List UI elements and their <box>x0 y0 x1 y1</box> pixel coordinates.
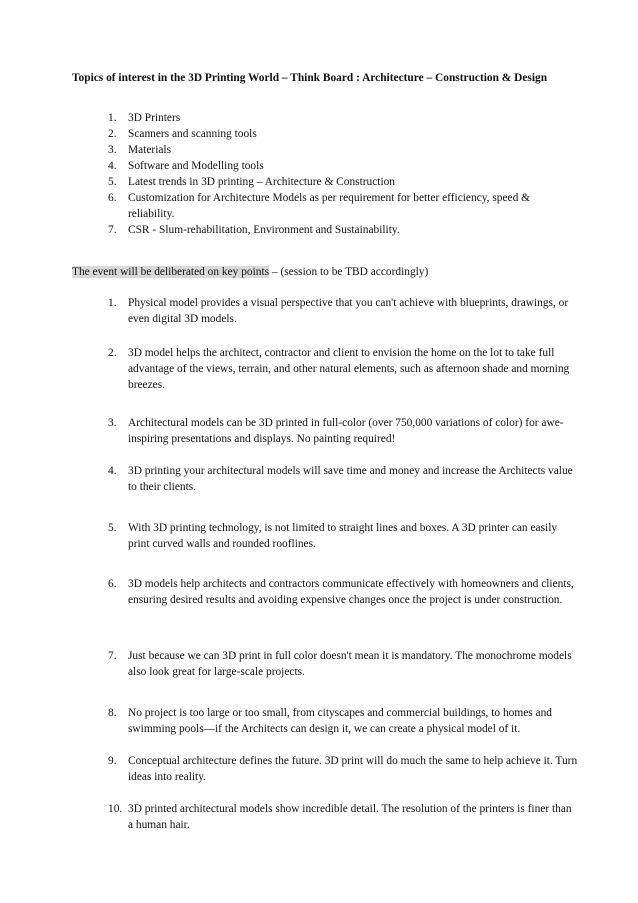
key-point-number: 10. <box>108 803 123 815</box>
topic-number: 6. <box>108 192 117 204</box>
key-point-item <box>108 753 578 785</box>
key-point-number: 7. <box>108 650 117 662</box>
topic-number: 7. <box>108 224 117 236</box>
key-point-text: Conceptual architecture defines the future. 3D print will do much the same to help achieve it. Turn ideas into reality. <box>128 755 578 783</box>
topic-item <box>72 158 578 174</box>
topic-text: CSR - Slum-rehabilitation, Environment and Sustainability. <box>128 224 400 236</box>
topic-text: Latest trends in 3D printing – Architecture & Construction <box>128 176 395 188</box>
key-point-number: 2. <box>108 347 117 359</box>
topic-text: Customization for Architecture Models as per requirement for better efficiency, speed & reliability. <box>128 192 531 220</box>
topic-item <box>72 174 578 190</box>
key-point-number: 3. <box>108 417 117 429</box>
key-point-text: No project is too large or too small, from cityscapes and commercial buildings, to homes and swimming pools—if the Architects can design it, we can create a physical model of it. <box>128 707 552 735</box>
key-point-item <box>108 463 578 495</box>
key-point-number: 6. <box>108 578 117 590</box>
key-point-number: 1. <box>108 297 117 309</box>
key-point-item <box>108 415 578 447</box>
key-point-text: 3D models help architects and contractors communicate effectively with homeowners and clients, ensuring desired results and avoiding expensive changes once the project is under construction. <box>128 578 574 606</box>
topic-text: Software and Modelling tools <box>128 160 264 172</box>
key-point-text: 3D printing your architectural models will save time and money and increase the Architects value to their clients. <box>128 465 573 493</box>
key-point-text: Physical model provides a visual perspective that you can't achieve with blueprints, drawings, or even digital 3D models. <box>128 297 569 325</box>
event-statement <box>72 264 428 280</box>
topic-item <box>72 126 578 142</box>
key-point-item <box>108 295 578 327</box>
key-point-number: 4. <box>108 465 117 477</box>
document-title: Topics of interest in the 3D Printing World – Think Board : Architecture – Construction & Design <box>72 72 548 84</box>
topic-item <box>72 142 578 158</box>
event-rest: – (session to be TBD accordingly) <box>269 266 429 278</box>
key-point-number: 8. <box>108 707 117 719</box>
topic-item <box>72 190 578 222</box>
key-point-text: Architectural models can be 3D printed in full-color (over 750,000 variations of color) for awe-inspiring presentations and displays. No painting required! <box>128 417 564 445</box>
topic-number: 2. <box>108 128 117 140</box>
topic-text: 3D Printers <box>128 112 181 124</box>
topic-item <box>72 110 578 126</box>
key-point-text: Just because we can 3D print in full color doesn't mean it is mandatory. The monochrome models also look great for large-scale projects. <box>128 650 572 678</box>
topic-text: Scanners and scanning tools <box>128 128 257 140</box>
topic-number: 3. <box>108 144 117 156</box>
key-point-text: 3D model helps the architect, contractor and client to envision the home on the lot to take full advantage of the views, terrain, and other natural elements, such as afternoon shade and morning breezes. <box>128 347 570 391</box>
key-point-item <box>108 705 578 737</box>
topic-number: 5. <box>108 176 117 188</box>
event-highlight: The event will be deliberated on key points <box>72 266 270 278</box>
key-point-text: With 3D printing technology, is not limited to straight lines and boxes. A 3D printer can easily print curved walls and rounded rooflines. <box>128 522 558 550</box>
key-point-text: 3D printed architectural models show incredible detail. The resolution of the printers is finer than a human hair. <box>128 803 572 831</box>
topics-list <box>72 110 592 238</box>
key-point-item <box>108 520 578 552</box>
key-point-number: 9. <box>108 755 117 767</box>
key-point-item <box>108 648 578 680</box>
topic-number: 4. <box>108 160 117 172</box>
key-point-item <box>108 345 578 393</box>
topic-text: Materials <box>128 144 172 156</box>
topic-item <box>72 222 578 238</box>
topic-number: 1. <box>108 112 117 124</box>
key-point-item <box>108 801 578 833</box>
key-point-number: 5. <box>108 522 117 534</box>
key-point-item <box>108 576 578 608</box>
